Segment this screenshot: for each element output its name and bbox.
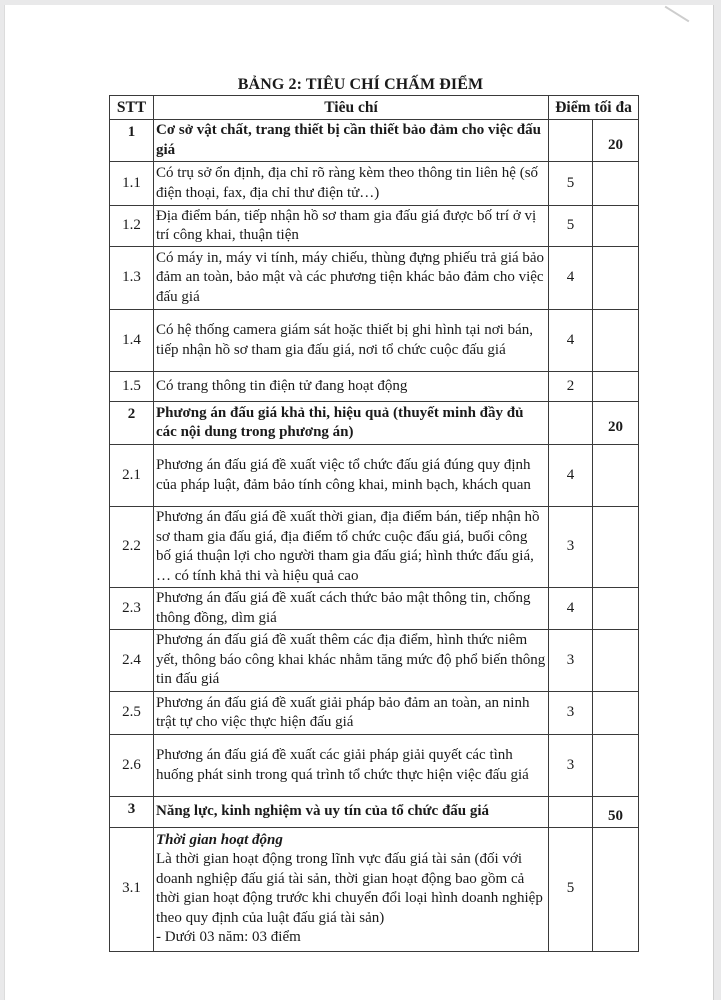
row-stt: 1.4: [110, 310, 154, 372]
row-points: 4: [549, 588, 593, 630]
criteria-description: Là thời gian hoạt động trong lĩnh vực đấu giá tài sản (đối với doanh nghiệp đấu giá tài sản, thời gian hoạt động bao gồm cả thời gian hoạt động trước khi chuyển đổi loại hình doanh nghiệp theo quy định của luật đấu giá tài sản): [156, 851, 543, 926]
row-criteria: Phương án đấu giá khả thi, hiệu quả (thuyết minh đầy đủ các nội dung trong phương án): [154, 402, 549, 445]
table-row: [110, 247, 639, 310]
row-points: 5: [549, 162, 593, 206]
row-stt: 1.2: [110, 206, 154, 247]
table-row: [110, 206, 639, 247]
row-max-points: [593, 247, 639, 310]
row-criteria: Năng lực, kinh nghiệm và uy tín của tổ chức đấu giá: [154, 797, 549, 828]
row-points: [549, 120, 593, 162]
header-criteria: Tiêu chí: [154, 96, 549, 120]
section-row: [110, 402, 639, 445]
row-points: 4: [549, 445, 593, 507]
row-stt: 2.6: [110, 735, 154, 797]
row-points: 3: [549, 630, 593, 692]
row-criteria: Có trụ sở ổn định, địa chỉ rõ ràng kèm theo thông tin liên hệ (số điện thoại, fax, địa chỉ thư điện tử…): [154, 162, 549, 206]
row-criteria: [154, 827, 549, 951]
row-points: 5: [549, 206, 593, 247]
row-points: [549, 797, 593, 828]
row-criteria: Địa điểm bán, tiếp nhận hồ sơ tham gia đấu giá được bố trí ở vị trí công khai, thuận tiện: [154, 206, 549, 247]
table-row: [110, 692, 639, 735]
row-points: 3: [549, 735, 593, 797]
row-max-points: [593, 206, 639, 247]
table-row: [110, 735, 639, 797]
table-row: [110, 827, 639, 951]
row-points: 3: [549, 692, 593, 735]
row-stt: 2.4: [110, 630, 154, 692]
row-max-points: [593, 692, 639, 735]
row-stt: 1: [110, 120, 154, 162]
row-points: 4: [549, 247, 593, 310]
table-row: [110, 630, 639, 692]
row-points: 3: [549, 507, 593, 588]
row-max-points: [593, 162, 639, 206]
row-stt: 2.5: [110, 692, 154, 735]
row-stt: 1.1: [110, 162, 154, 206]
row-max-points: 50: [593, 797, 639, 828]
criteria-bullet: - Dưới 03 năm: 03 điểm: [156, 929, 301, 945]
row-criteria: Phương án đấu giá đề xuất thời gian, địa điểm bán, tiếp nhận hồ sơ tham gia đấu giá, địa điểm tổ chức cuộc đấu giá, buổi công bố giá thuận lợi cho người tham gia đấu giá; hình thức đấu giá, … có tính khả thi và hiệu quả cao: [154, 507, 549, 588]
header-stt: STT: [110, 96, 154, 120]
row-max-points: [593, 735, 639, 797]
row-max-points: [593, 445, 639, 507]
row-max-points: [593, 507, 639, 588]
row-max-points: [593, 630, 639, 692]
table-row: [110, 372, 639, 402]
section-row: [110, 797, 639, 828]
header-max-points: Điểm tối đa: [549, 96, 639, 120]
row-points: 5: [549, 827, 593, 951]
row-criteria: Có hệ thống camera giám sát hoặc thiết bị ghi hình tại nơi bán, tiếp nhận hồ sơ tham gia đấu giá, nơi tổ chức cuộc đấu giá: [154, 310, 549, 372]
table-row: [110, 310, 639, 372]
row-max-points: 20: [593, 120, 639, 162]
row-criteria: Phương án đấu giá đề xuất giải pháp bảo đảm an toàn, an ninh trật tự cho việc thực hiện đấu giá: [154, 692, 549, 735]
row-points: 2: [549, 372, 593, 402]
table-row: [110, 588, 639, 630]
table-row: [110, 445, 639, 507]
row-stt: 2: [110, 402, 154, 445]
row-criteria: Có máy in, máy vi tính, máy chiếu, thùng đựng phiếu trả giá bảo đảm an toàn, bảo mật và các phương tiện khác bảo đảm cho việc đấu giá: [154, 247, 549, 310]
row-stt: 2.3: [110, 588, 154, 630]
row-stt: 2.2: [110, 507, 154, 588]
row-criteria: Cơ sở vật chất, trang thiết bị cần thiết bảo đảm cho việc đấu giá: [154, 120, 549, 162]
row-points: [549, 402, 593, 445]
row-max-points: [593, 310, 639, 372]
scoring-criteria-table: [109, 95, 639, 952]
row-max-points: [593, 588, 639, 630]
criteria-subtitle: Thời gian hoạt động: [156, 831, 283, 848]
row-stt: 1.3: [110, 247, 154, 310]
row-criteria: Phương án đấu giá đề xuất các giải pháp giải quyết các tình huống phát sinh trong quá trình tổ chức thực hiện việc đấu giá: [154, 735, 549, 797]
row-points: 4: [549, 310, 593, 372]
row-stt: 3: [110, 797, 154, 828]
row-criteria: Phương án đấu giá đề xuất thêm các địa điểm, hình thức niêm yết, thông báo công khai khác nhằm tăng mức độ phổ biến thông tin đấu giá: [154, 630, 549, 692]
table-row: [110, 162, 639, 206]
row-criteria: Phương án đấu giá đề xuất việc tổ chức đấu giá đúng quy định của pháp luật, đảm bảo tính công khai, minh bạch, khách quan: [154, 445, 549, 507]
row-criteria: Phương án đấu giá đề xuất cách thức bảo mật thông tin, chống thông đồng, dìm giá: [154, 588, 549, 630]
row-stt: 1.5: [110, 372, 154, 402]
row-max-points: [593, 372, 639, 402]
section-row: [110, 120, 639, 162]
table-header-row: [110, 96, 639, 120]
table-title: BẢNG 2: TIÊU CHÍ CHẤM ĐIỂM: [237, 76, 484, 93]
row-stt: 2.1: [110, 445, 154, 507]
row-criteria: Có trang thông tin điện tử đang hoạt động: [154, 372, 549, 402]
row-max-points: [593, 827, 639, 951]
row-max-points: 20: [593, 402, 639, 445]
table-row: [110, 507, 639, 588]
row-stt: 3.1: [110, 827, 154, 951]
